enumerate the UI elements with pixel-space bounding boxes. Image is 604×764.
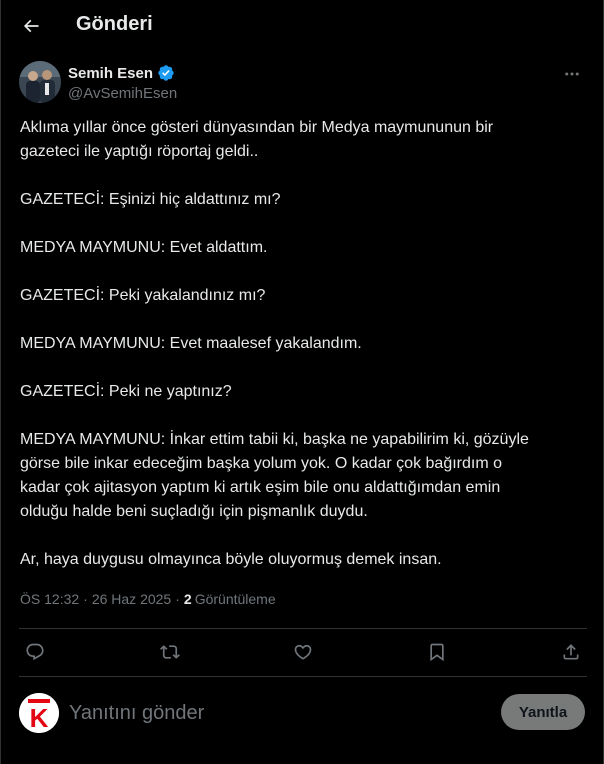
reply-input[interactable] xyxy=(69,698,489,728)
author-name-text: Semih Esen xyxy=(68,64,154,82)
reply-icon xyxy=(25,642,45,662)
reply-submit-button[interactable]: Yanıtla xyxy=(501,694,585,730)
bookmark-button[interactable] xyxy=(421,636,453,668)
divider xyxy=(19,628,587,629)
meta-separator: · xyxy=(83,591,88,607)
page-title: Gönderi xyxy=(76,13,153,35)
paragraph-gap xyxy=(20,308,586,332)
tweet-text-line: Aklıma yıllar önce gösteri dünyasından bir Medya maymununun bir xyxy=(20,119,494,136)
paragraph-gap xyxy=(20,260,586,284)
back-button[interactable] xyxy=(15,10,47,42)
tweet-text-line: MEDYA MAYMUNU: Evet maalesef yakalandım. xyxy=(20,335,362,352)
tweet-text-line: MEDYA MAYMUNU: Evet aldattım. xyxy=(20,239,268,256)
tweet-text-line: GAZETECİ: Peki yakalandınız mı? xyxy=(20,287,266,304)
author-handle[interactable]: @AvSemihEsen xyxy=(68,85,178,102)
tweet-text xyxy=(20,116,586,572)
tweet-text-line: MEDYA MAYMUNU: İnkar ettim tabii ki, başka ne yapabilirim ki, gözüyle xyxy=(20,431,529,448)
avatar[interactable] xyxy=(19,693,59,733)
svg-text:K: K xyxy=(29,703,49,733)
paragraph-gap xyxy=(20,356,586,380)
avatar-photo xyxy=(19,61,61,103)
paragraph-gap xyxy=(20,164,586,188)
tweet-actions xyxy=(19,634,587,668)
paragraph-gap xyxy=(20,404,586,428)
retweet-button[interactable] xyxy=(154,636,186,668)
views-label: Görüntüleme xyxy=(194,591,276,607)
divider xyxy=(19,676,587,677)
bookmark-icon xyxy=(427,642,447,662)
tweet-time[interactable]: ÖS 12:32 xyxy=(20,591,80,607)
tweet-meta xyxy=(20,591,276,607)
reply-button[interactable] xyxy=(19,636,51,668)
tweet-text-line: Ar, haya duygusu olmayınca böyle oluyormuş demek insan. xyxy=(20,551,442,568)
tweet-text-line: kadar çok ajitasyon yaptım ki artık eşim bile onu aldattığımdan emin xyxy=(20,479,501,496)
avatar-logo xyxy=(19,693,59,733)
tweet-text-line: gazeteci ile yaptığı röportaj geldi.. xyxy=(20,143,259,160)
tweet-text-line: GAZETECİ: Eşinizi hiç aldattınız mı? xyxy=(20,191,281,208)
tweet-date[interactable]: 26 Haz 2025 xyxy=(91,591,172,607)
arrow-left-icon xyxy=(21,16,41,36)
tweet-text-line: GAZETECİ: Peki ne yaptınız? xyxy=(20,383,232,400)
paragraph-gap xyxy=(20,524,586,548)
page-header xyxy=(1,0,604,52)
tweet-text-line: görse bile inkar edeceğim başka yolum yok. O kadar çok bağırdım o xyxy=(20,455,503,472)
verified-badge-icon xyxy=(157,64,175,82)
share-icon xyxy=(561,642,581,662)
views-count: 2 xyxy=(183,591,192,607)
tweet-text-line: olduğu halde beni suçladığı için pişmanlık duydu. xyxy=(20,503,368,520)
share-button[interactable] xyxy=(555,636,587,668)
like-icon xyxy=(293,642,313,662)
reply-composer xyxy=(19,690,587,736)
like-button[interactable] xyxy=(287,636,319,668)
paragraph-gap xyxy=(20,212,586,236)
retweet-icon xyxy=(160,642,180,662)
avatar[interactable] xyxy=(19,61,61,103)
more-dots-icon xyxy=(563,65,581,83)
meta-separator-2: · xyxy=(175,591,180,607)
author-name[interactable] xyxy=(68,64,175,82)
more-options-button[interactable] xyxy=(559,63,585,85)
tweet-author xyxy=(19,61,587,105)
